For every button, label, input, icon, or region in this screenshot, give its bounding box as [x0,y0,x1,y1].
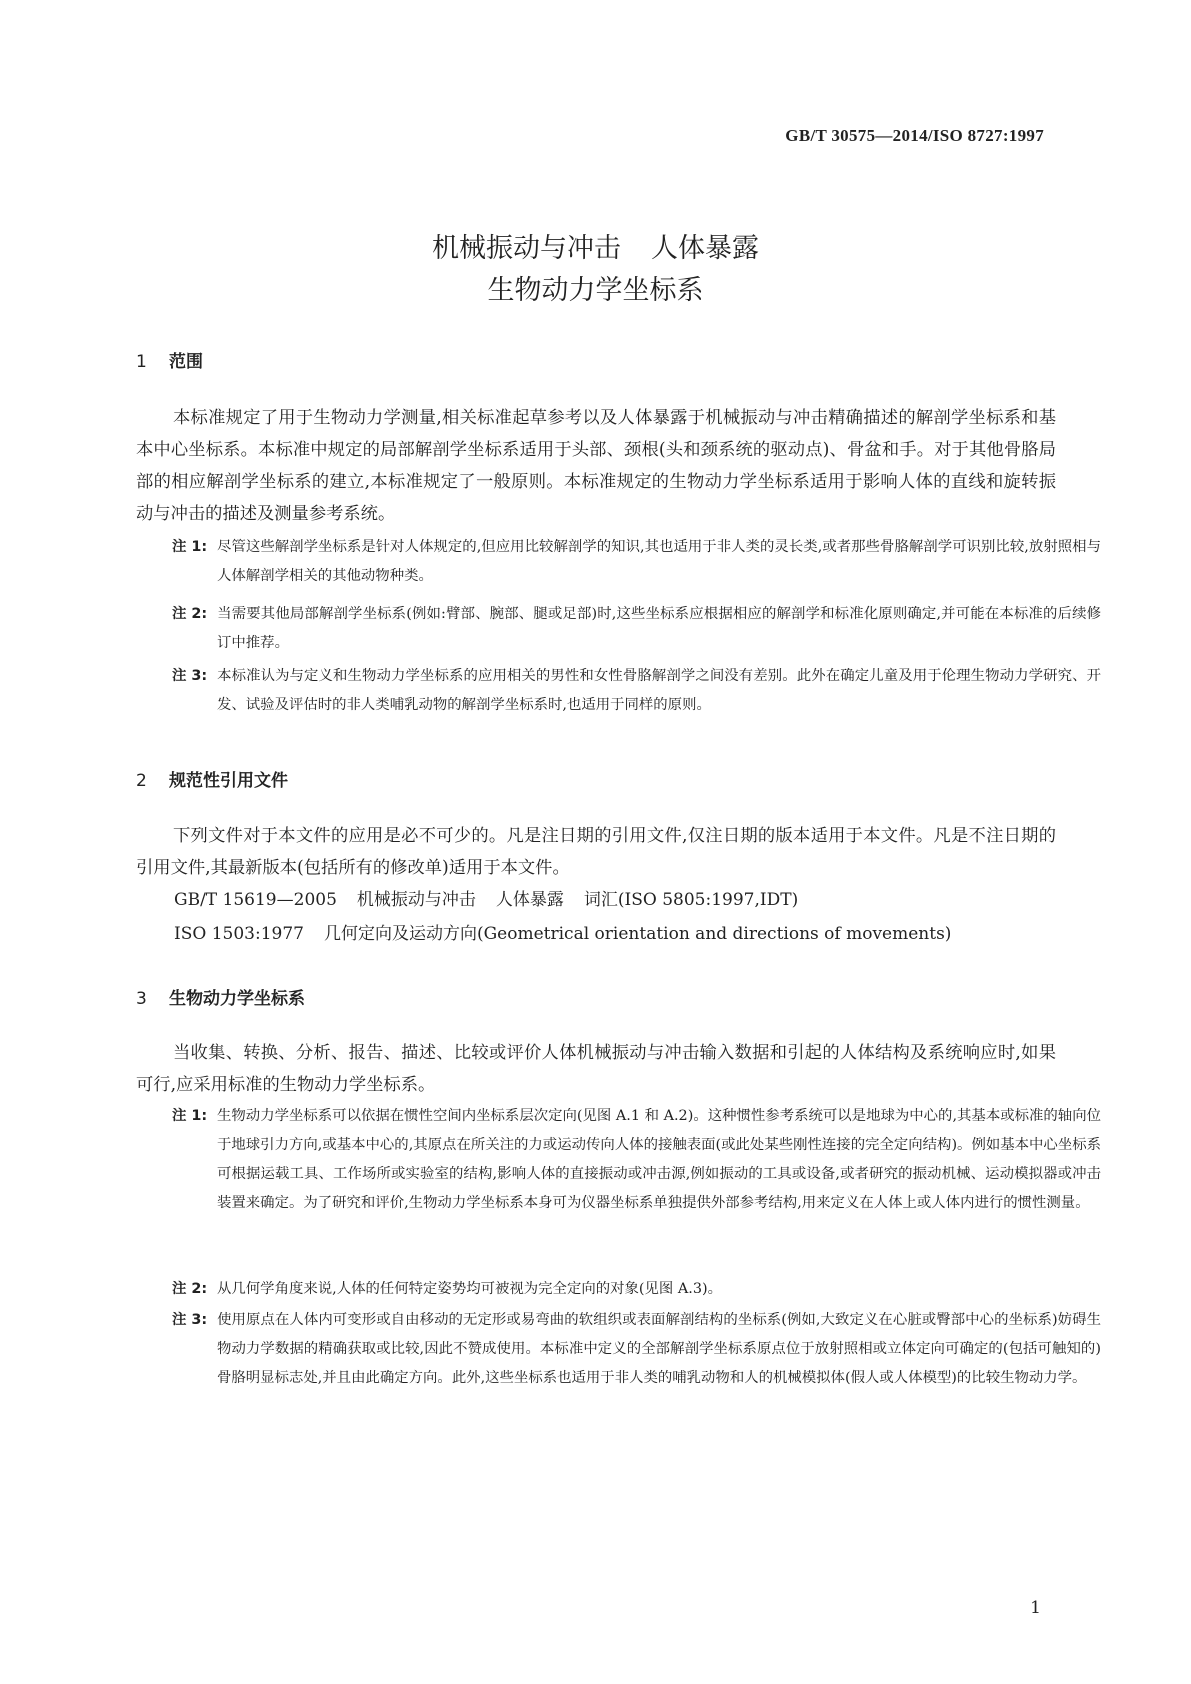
section-1-note-3 [172,662,1101,720]
note-text: 使用原点在人体内可变形或自由移动的无定形或易弯曲的软组织或表面解剖结构的坐标系(例如,大致定义在心脏或臀部中心的坐标系)妨碍生物动力学数据的精确获取或比较,因此不赞成使用。本标准中定义的全部解剖学坐标系原点位于放射照相或立体定向可确定的(包括可触知的)骨胳明显标志处,并且由此确定方向。此外,这些坐标系也适用于非人类的哺乳动物和人的机械模拟体(假人或人体模型)的比较生物动力学。 [217,1312,1101,1386]
section-title: 生物动力学坐标系 [169,989,305,1009]
section-title: 范围 [169,352,203,372]
note-text: 尽管这些解剖学坐标系是针对人体规定的,但应用比较解剖学的知识,其也适用于非人类的灵长类,或者那些骨胳解剖学可识别比较,放射照相与人体解剖学相关的其他动物种类。 [217,539,1101,584]
section-3-paragraph: 当收集、转换、分析、报告、描述、比较或评价人体机械振动与冲击输入数据和引起的人体结构及系统响应时,如果可行,应采用标准的生物动力学坐标系。 [136,1043,1056,1095]
section-3-heading [136,984,305,1009]
section-1-paragraph: 本标准规定了用于生物动力学测量,相关标准起草参考以及人体暴露于机械振动与冲击精确描述的解剖学坐标系和基本中心坐标系。本标准中规定的局部解剖学坐标系适用于头部、颈根(头和颈系统的驱动点)、骨盆和手。对于其他骨胳局部的相应解剖学坐标系的建立,本标准规定了一般原则。本标准规定的生物动力学坐标系适用于影响人体的直线和旋转振动与冲击的描述及测量参考系统。 [136,408,1056,524]
reference-title-c: 词汇(ISO 5805:1997,IDT) [583,890,799,910]
section-3-note-2 [172,1275,1101,1304]
title-line-2: 生物动力学坐标系 [487,275,704,306]
note-label: 注 3: [172,1312,208,1328]
reference-title-b: 人体暴露 [495,890,564,910]
note-text: 本标准认为与定义和生物动力学坐标系的应用相关的男性和女性骨胳解剖学之间没有差别。此外在确定儿童及用于伦理生物动力学研究、开发、试验及评估时的非人类哺乳动物的解剖学坐标系时,也适用于同样的原则。 [217,668,1101,713]
title-part-2: 人体暴露 [651,233,759,264]
reference-2 [174,919,951,949]
note-label: 注 1: [172,539,208,555]
note-label: 注 2: [172,1281,208,1297]
title-line-1 [0,228,1191,270]
section-3-note-1 [172,1102,1101,1218]
reference-title-a: 几何定向及运动方向(Geometrical orientation and directions of movements) [323,924,952,944]
reference-code: GB/T 15619—2005 [174,890,337,910]
section-title: 规范性引用文件 [169,771,288,791]
section-2-paragraph: 下列文件对于本文件的应用是必不可少的。凡是注日期的引用文件,仅注日期的版本适用于本文件。凡是不注日期的引用文件,其最新版本(包括所有的修改单)适用于本文件。 [136,826,1056,878]
note-label: 注 2: [172,606,208,622]
document-title [0,228,1191,312]
reference-code: ISO 1503:1977 [174,924,304,944]
note-text: 生物动力学坐标系可以依据在惯性空间内坐标系层次定向(见图 A.1 和 A.2)。这种惯性参考系统可以是地球为中心的,其基本或标准的轴向位于地球引力方向,或基本中心的,其原点在所关注的力或运动传向人体的接触表面(或此处某些刚性连接的完全定向结构)。例如基本中心坐标系可根据运载工具、工作场所或实验室的结构,影响人体的直接振动或冲击源,例如振动的工具或设备,或者研究的振动机械、运动模拟器或冲击装置来确定。为了研究和评价,生物动力学坐标系本身可为仪器坐标系单独提供外部参考结构,用来定义在人体上或人体内进行的惯性测量。 [217,1108,1101,1211]
section-1-heading [136,347,203,372]
page-number: 1 [1030,1598,1041,1618]
section-number: 2 [136,771,147,791]
note-label: 注 1: [172,1108,208,1124]
section-1-note-1 [172,533,1101,591]
section-1-note-2 [172,600,1101,658]
note-text: 从几何学角度来说,人体的任何特定姿势均可被视为完全定向的对象(见图 A.3)。 [217,1281,723,1297]
title-part-1: 机械振动与冲击 [432,233,621,264]
note-label: 注 3: [172,668,208,684]
note-text: 当需要其他局部解剖学坐标系(例如:臂部、腕部、腿或足部)时,这些坐标系应根据相应的解剖学和标准化原则确定,并可能在本标准的后续修订中推荐。 [217,606,1101,651]
section-3-note-3 [172,1306,1101,1393]
section-2-heading [136,766,288,791]
reference-1 [174,885,798,915]
section-number: 3 [136,989,147,1009]
reference-title-a: 机械振动与冲击 [356,890,476,910]
standard-code: GB/T 30575—2014/ISO 8727:1997 [785,126,1044,145]
section-number: 1 [136,352,147,372]
